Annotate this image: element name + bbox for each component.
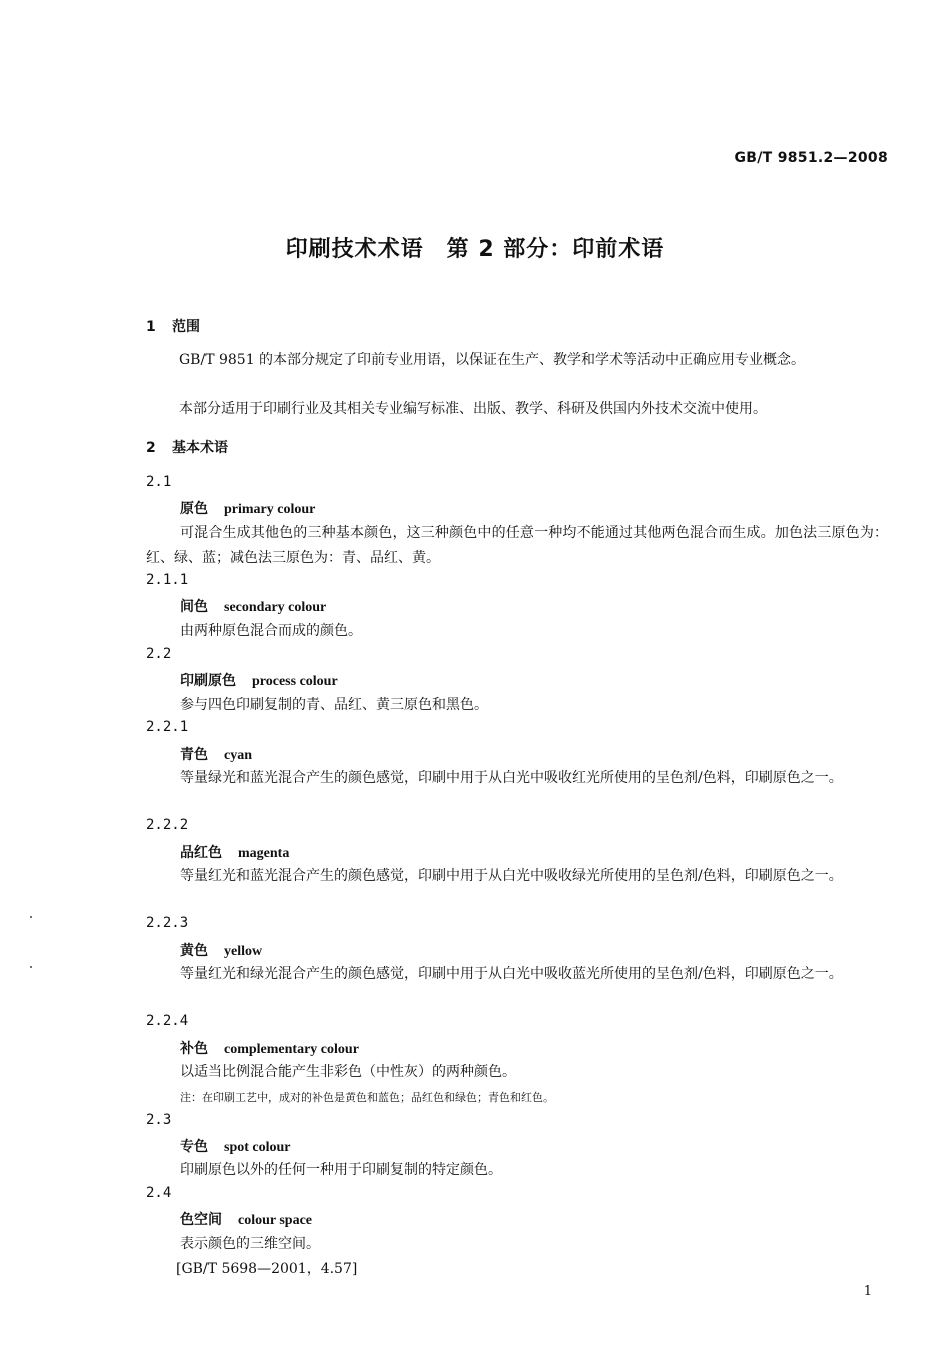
scope-paragraph: GB/T 9851 的本部分规定了印前专业用语，以保证在生产、教学和学术等活动中正确应用专业概念。	[179, 352, 806, 368]
standard-number: GB/T 9851.2—2008	[734, 150, 888, 166]
term-cn: 色空间	[180, 1212, 222, 1228]
term-heading	[180, 1209, 312, 1229]
scope-paragraph: 本部分适用于印刷行业及其相关专业编写标准、出版、教学、科研及供国内外技术交流中使用。	[179, 401, 767, 417]
section-heading-scope	[146, 316, 200, 336]
term-heading	[180, 1038, 359, 1058]
section-number: 2	[146, 440, 156, 456]
term-definition: 等量红光和蓝光混合产生的颜色感觉，印刷中用于从白光中吸收绿光所使用的呈色剂/色料，印刷原色之一。	[180, 868, 843, 884]
term-heading	[180, 1136, 291, 1156]
scan-speck	[30, 966, 32, 968]
term-definition: 以适当比例混合能产生非彩色（中性灰）的两种颜色。	[180, 1064, 516, 1080]
term-cn: 印刷原色	[180, 673, 236, 689]
clause-number: 2.2	[146, 646, 172, 662]
term-cn: 品红色	[180, 845, 222, 861]
term-heading	[180, 670, 338, 690]
term-en: cyan	[224, 748, 252, 763]
term-definition: 参与四色印刷复制的青、品红、黄三原色和黑色。	[180, 697, 488, 713]
term-cn: 原色	[180, 501, 208, 517]
clause-number: 2.2.1	[146, 719, 189, 735]
term-en: primary colour	[224, 502, 316, 517]
term-en: complementary colour	[224, 1042, 359, 1057]
term-cn: 黄色	[180, 943, 208, 959]
term-cn: 间色	[180, 599, 208, 615]
term-reference: [GB/T 5698—2001，4.57]	[176, 1261, 358, 1277]
document-title: 印刷技术术语 第 2 部分：印前术语	[285, 237, 665, 262]
term-note: 注：在印刷工艺中，成对的补色是黄色和蓝色；品红色和绿色；青色和红色。	[180, 1091, 554, 1104]
term-cn: 补色	[180, 1041, 208, 1057]
term-heading	[180, 498, 315, 518]
page-number: 1	[863, 1284, 872, 1299]
clause-number: 2.2.2	[146, 817, 189, 833]
term-en: yellow	[224, 944, 263, 959]
clause-number: 2.4	[146, 1185, 172, 1201]
clause-number: 2.3	[146, 1112, 172, 1128]
section-title: 基本术语	[172, 440, 228, 456]
term-cn: 青色	[180, 747, 208, 763]
term-cn: 专色	[180, 1139, 208, 1155]
term-heading	[180, 940, 262, 960]
term-en: spot colour	[224, 1140, 291, 1155]
term-definition: 等量绿光和蓝光混合产生的颜色感觉，印刷中用于从白光中吸收红光所使用的呈色剂/色料，印刷原色之一。	[180, 770, 843, 786]
term-heading	[180, 842, 289, 862]
clause-number: 2.1.1	[146, 572, 189, 588]
term-en: magenta	[238, 846, 290, 861]
term-heading	[180, 596, 326, 616]
section-title: 范围	[172, 319, 200, 335]
section-number: 1	[146, 319, 156, 335]
term-definition: 可混合生成其他色的三种基本颜色，这三种颜色中的任意一种均不能通过其他两色混合而生成。加色法三原色为：红、绿、蓝；减色法三原色为：青、品红、黄。	[146, 525, 888, 566]
clause-number: 2.2.3	[146, 915, 189, 931]
term-definition: 由两种原色混合而成的颜色。	[180, 623, 362, 639]
scan-speck	[30, 916, 32, 918]
term-definition: 等量红光和绿光混合产生的颜色感觉，印刷中用于从白光中吸收蓝光所使用的呈色剂/色料，印刷原色之一。	[180, 966, 843, 982]
term-definition: 印刷原色以外的任何一种用于印刷复制的特定颜色。	[180, 1162, 502, 1178]
section-heading-basic-terms	[146, 437, 228, 457]
term-definition: 表示颜色的三维空间。	[180, 1236, 320, 1252]
term-en: secondary colour	[224, 600, 327, 615]
term-en: colour space	[238, 1213, 313, 1228]
clause-number: 2.1	[146, 474, 172, 490]
clause-number: 2.2.4	[146, 1013, 189, 1029]
term-en: process colour	[252, 674, 338, 689]
term-heading	[180, 744, 252, 764]
